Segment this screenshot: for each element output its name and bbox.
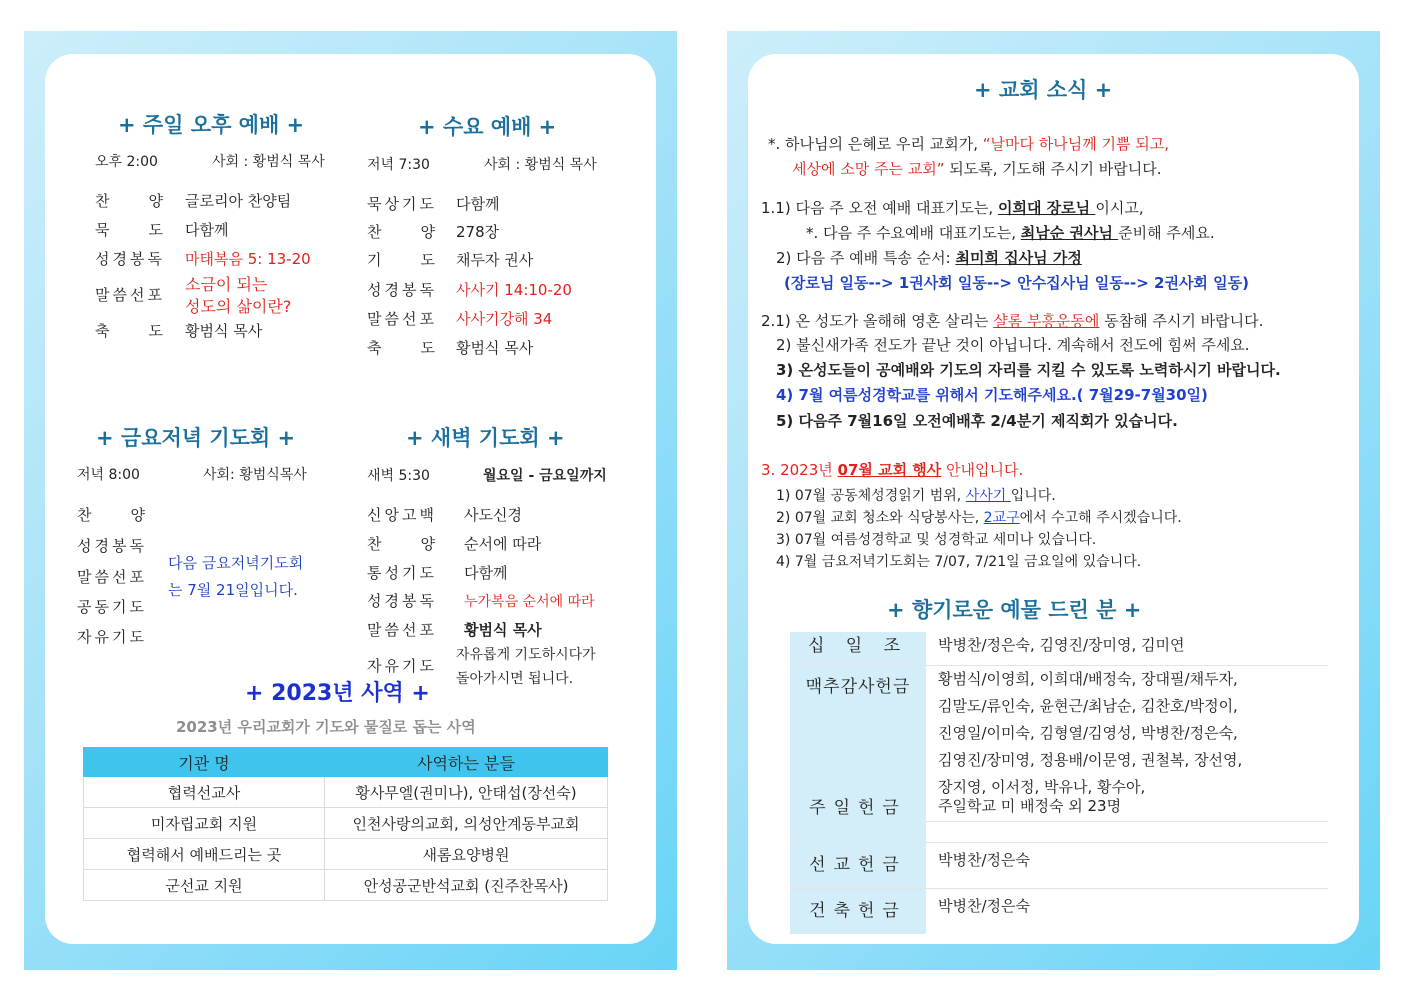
news-item-3-1 xyxy=(776,485,1056,505)
news-intro-line1 xyxy=(768,133,1169,154)
offering-names: 박병찬/정은숙, 김영진/장미영, 김미연 xyxy=(938,636,1185,654)
sunday-item-value: 글로리아 찬양팀 xyxy=(185,192,292,210)
wednesday-item-label: 묵상기도 xyxy=(367,195,437,213)
dawn-item-label: 성경봉독 xyxy=(367,592,437,610)
news-text: 이시고, xyxy=(1095,199,1144,217)
friday-host: 사회: 황범식목사 xyxy=(203,467,307,483)
dawn-item-label: 찬 양 xyxy=(367,535,438,553)
offering-label: 맥추감사헌금 xyxy=(790,666,926,821)
news-item-1-1-sub xyxy=(806,222,1215,243)
friday-time: 저녁 8:00 xyxy=(77,467,140,483)
offering-row xyxy=(790,794,1328,843)
news-text: 1) 07월 공동체성경읽기 범위, xyxy=(776,488,966,504)
dawn-time: 새벽 5:30 xyxy=(367,468,430,484)
table-row xyxy=(84,808,608,839)
news-item-2-4: 4) 7월 여름성경학교를 위해서 기도해주세요.( 7월29-7월30일) xyxy=(776,386,1208,404)
sunday-time: 오후 2:00 xyxy=(95,154,158,170)
dawn-item-value: 황범식 목사 xyxy=(464,621,542,639)
wednesday-time: 저녁 7:30 xyxy=(367,157,430,173)
news-text: 준비해 주세요. xyxy=(1118,224,1215,242)
offering-names: 김영진/장미영, 정용배/이문영, 권철복, 장선영, xyxy=(938,751,1243,769)
news-prayer-deaconess: 최남순 권사님 xyxy=(1020,224,1119,242)
news-item-2-1 xyxy=(761,310,1263,331)
news-district: 2교구 xyxy=(983,510,1020,526)
table-row xyxy=(84,777,608,808)
news-item-3-2 xyxy=(776,507,1182,527)
ministry-table xyxy=(83,747,608,901)
offering-label: 주일헌금 xyxy=(790,794,926,842)
dawn-item-label: 말씀선포 xyxy=(367,621,437,639)
news-item-2-5: 5) 다음주 7월16일 오전예배후 2/4분기 제직회가 있습니다. xyxy=(776,412,1178,430)
friday-item-label: 말씀선포 xyxy=(77,568,147,586)
dawn-scripture: 누가복음 순서에 따라 xyxy=(464,594,595,610)
news-text: *. 다음 주 수요예배 대표기도는, xyxy=(806,224,1021,242)
sunday-item-label: 찬 양 xyxy=(95,192,166,210)
sunday-host: 사회 : 황범식 목사 xyxy=(212,154,325,170)
news-special-song: 최미희 집사님 가정 xyxy=(955,249,1082,267)
sunday-sermon-line1: 소금이 되는 xyxy=(185,275,268,294)
news-item-2-2: 2) 불신새가족 전도가 끝난 것이 아닙니다. 계속해서 전도에 힘써 주세요. xyxy=(776,336,1250,354)
news-item-1-2 xyxy=(776,247,1082,268)
sunday-item-label: 성경봉독 xyxy=(95,250,165,268)
wednesday-host: 사회 : 황범식 목사 xyxy=(484,157,597,173)
sunday-service-title: + 주일 오후 예배 + xyxy=(118,113,305,137)
news-prayer-elder: 이희대 장로님 xyxy=(997,199,1096,217)
sunday-scripture: 마태복음 5: 13-20 xyxy=(185,250,311,268)
offering-names: 진영일/이미숙, 김형열/김영성, 박병찬/정은숙, xyxy=(938,724,1238,742)
wednesday-sermon: 사사기강해 34 xyxy=(456,310,553,328)
wednesday-item-value: 황범식 목사 xyxy=(456,339,534,357)
dawn-item-value: 사도신경 xyxy=(464,506,522,524)
news-text: 입니다. xyxy=(1010,488,1056,504)
dawn-item-value: 다함께 xyxy=(464,564,508,582)
dawn-item-label: 통성기도 xyxy=(367,564,437,582)
wednesday-item-label: 성경봉독 xyxy=(367,281,437,299)
friday-item-label: 자유기도 xyxy=(77,628,147,646)
friday-item-label: 찬 양 xyxy=(77,506,148,524)
offering-names: 장지영, 이서정, 박유나, 황수아, xyxy=(938,778,1146,796)
news-intro-text-end: 되도록, 기도해 주시기 바랍니다. xyxy=(944,160,1162,178)
wednesday-scripture: 사사기 14:10-20 xyxy=(456,281,572,299)
friday-item-label: 공동기도 xyxy=(77,598,147,616)
friday-note-line2: 는 7월 21일입니다. xyxy=(168,581,298,599)
dawn-prayer-title: + 새벽 기도회 + xyxy=(406,426,565,450)
sunday-item-value: 황범식 목사 xyxy=(185,322,263,340)
dawn-item-value: 순서에 따라 xyxy=(464,535,542,553)
sunday-item-label: 축 도 xyxy=(95,322,166,340)
news-item-3-4: 4) 7월 금요저녁기도회는 7/07, 7/21일 금요일에 있습니다. xyxy=(776,554,1142,570)
sunday-sermon-line2: 성도의 삶이란? xyxy=(185,297,292,316)
table-row xyxy=(84,839,608,870)
news-events-month: 07월 교회 행사 xyxy=(837,461,942,479)
dawn-days: 월요일 - 금요일까지 xyxy=(483,468,607,484)
dawn-item-label: 신앙고백 xyxy=(367,506,437,524)
dawn-free-prayer-line2: 돌아가시면 됩니다. xyxy=(456,671,574,687)
news-item-1-1 xyxy=(761,197,1144,218)
wednesday-item-value: 다함께 xyxy=(456,195,500,213)
ministry-header-people: 사역하는 분들 xyxy=(325,748,608,777)
news-text: 2.1) 온 성도가 올해해 영혼 살리는 xyxy=(761,312,994,330)
ministry-title: + 2023년 사역 + xyxy=(245,681,430,706)
friday-note-line1: 다음 금요저녁기도회 xyxy=(168,554,304,572)
offering-row xyxy=(790,889,1328,934)
news-item-3-3: 3) 07월 여름성경학교 및 성경학교 세미나 있습니다. xyxy=(776,532,1097,548)
ministry-subtitle: 2023년 우리교회가 기도와 물질로 돕는 사역 xyxy=(176,718,476,736)
ministry-org: 미자립교회 지원 xyxy=(84,808,325,839)
sunday-item-value: 다함께 xyxy=(185,221,229,239)
ministry-people: 인천사랑의교회, 의성안계동부교회 xyxy=(325,808,608,839)
offering-label: 십 일 조 xyxy=(790,632,926,665)
offering-names: 박병찬/정은숙 xyxy=(938,851,1030,869)
wednesday-item-label: 기 도 xyxy=(367,251,438,269)
news-text: 안내입니다. xyxy=(941,461,1024,479)
wednesday-item-label: 찬 양 xyxy=(367,223,438,241)
offering-names: 주일학교 미 배정숙 외 23명 xyxy=(938,797,1122,815)
friday-prayer-title: + 금요저녁 기도회 + xyxy=(96,426,296,450)
news-text: 에서 수고해 주시겠습니다. xyxy=(1019,510,1182,526)
news-text: 3. 2023년 xyxy=(761,461,838,479)
sunday-item-label: 말씀선포 xyxy=(95,286,165,304)
news-title: + 교회 소식 + xyxy=(974,78,1113,102)
news-intro-quote-end: 세상에 소망 주는 교회” xyxy=(792,160,945,178)
dawn-free-prayer-line1: 자유롭게 기도하시다가 xyxy=(456,647,596,663)
news-intro-line2 xyxy=(792,158,1161,179)
news-item-2-3: 3) 온성도들이 공예배와 기도의 자리를 지킬 수 있도록 노력하시기 바랍니다. xyxy=(776,361,1281,379)
dawn-item-label: 자유기도 xyxy=(367,657,437,675)
wednesday-item-value: 278장 xyxy=(456,223,500,241)
ministry-people: 안성공군반석교회 (진주찬목사) xyxy=(325,870,608,901)
news-shalom-movement: 샬롬 부흥운동에 xyxy=(993,312,1100,330)
news-text: 2) 07월 교회 청소와 식당봉사는, xyxy=(776,510,984,526)
news-section-3-title xyxy=(761,459,1023,480)
ministry-org: 군선교 지원 xyxy=(84,870,325,901)
news-text: 1.1) 다음 주 오전 예배 대표기도는, xyxy=(761,199,998,217)
news-text: 2) 다음 주 예배 특송 순서: xyxy=(776,249,956,267)
table-row xyxy=(84,870,608,901)
news-reading-book: 사사기 xyxy=(965,488,1011,504)
news-item-1-3: (장로님 일동--> 1권사회 일동--> 안수집사님 일동--> 2권사회 일동) xyxy=(784,274,1249,292)
offering-names: 황범식/이영희, 이희대/배정숙, 장대필/채두자, xyxy=(938,670,1238,688)
ministry-org: 협력해서 예배드리는 곳 xyxy=(84,839,325,870)
sunday-item-label: 묵 도 xyxy=(95,221,166,239)
wednesday-service-title: + 수요 예배 + xyxy=(418,115,557,139)
offering-names: 김말도/류인숙, 윤현근/최남순, 김찬호/박정이, xyxy=(938,697,1238,715)
wednesday-item-label: 말씀선포 xyxy=(367,310,437,328)
offering-names: 박병찬/정은숙 xyxy=(938,897,1030,915)
wednesday-item-label: 축 도 xyxy=(367,339,438,357)
wednesday-item-value: 채두자 권사 xyxy=(456,251,534,269)
ministry-people: 새롬요양병원 xyxy=(325,839,608,870)
ministry-people: 황사무엘(권미나), 안태섭(장선숙) xyxy=(325,777,608,808)
offering-row xyxy=(790,843,1328,889)
news-intro-quote: “날마다 하나님께 기쁨 되고, xyxy=(982,135,1169,153)
offering-title: + 향기로운 예물 드린 분 + xyxy=(887,598,1142,622)
ministry-header-org: 기관 명 xyxy=(84,748,325,777)
offering-label: 선교헌금 xyxy=(790,843,926,888)
friday-item-label: 성경봉독 xyxy=(77,537,147,555)
ministry-org: 협력선교사 xyxy=(84,777,325,808)
offering-label: 건축헌금 xyxy=(790,889,926,934)
offering-row xyxy=(790,632,1328,666)
news-text: 동참해 주시기 바랍니다. xyxy=(1099,312,1264,330)
news-intro-text: *. 하나님의 은혜로 우리 교회가, xyxy=(768,135,983,153)
